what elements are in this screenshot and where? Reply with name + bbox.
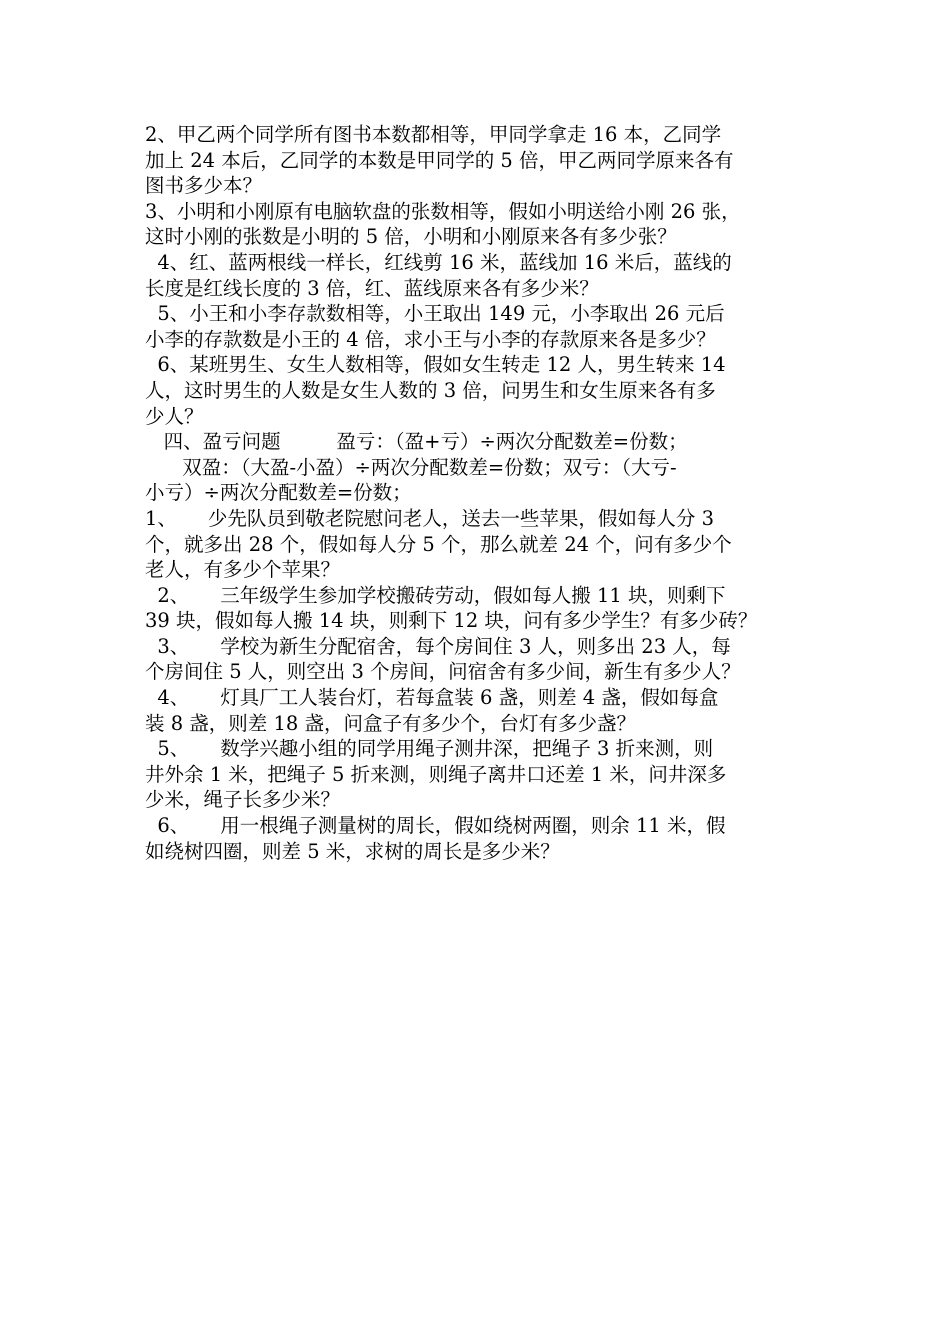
text-line: 长度是红线长度的 3 倍，红、蓝线原来各有多少米？ xyxy=(145,276,599,300)
text-line: 4、 灯具厂工人装台灯，若每盒装 6 盏，则差 4 盏，假如每盒 xyxy=(145,686,719,710)
text-line: 少人？ xyxy=(145,404,204,428)
text-line: 图书多少本？ xyxy=(145,174,263,198)
text-line: 2、 三年级学生参加学校搬砖劳动，假如每人搬 11 块，则剩下 xyxy=(145,583,726,607)
text-line: 个房间住 5 人，则空出 3 个房间，问宿舍有多少间，新生有多少人？ xyxy=(145,660,741,684)
text-line: 如绕树四圈，则差 5 米，求树的周长是多少米？ xyxy=(145,839,560,863)
text-line: 6、某班男生、女生人数相等，假如女生转走 12 人，男生转来 14 xyxy=(145,353,726,377)
text-line: 3、 学校为新生分配宿舍，每个房间住 3 人，则多出 23 人，每 xyxy=(145,634,731,658)
formula-line: 双盈：（大盈-小盈）÷两次分配数差=份数；双亏：（大亏- xyxy=(145,455,677,479)
text-line: 4、红、蓝两根线一样长，红线剪 16 米，蓝线加 16 米后，蓝线的 xyxy=(145,250,732,274)
text-line: 6、 用一根绳子测量树的周长，假如绕树两圈，则余 11 米，假 xyxy=(145,814,726,838)
text-line: 小李的存款数是小王的 4 倍，求小王与小李的存款原来各是多少？ xyxy=(145,327,716,351)
text-line: 这时小刚的张数是小明的 5 倍，小明和小刚原来各有多少张？ xyxy=(145,225,677,249)
text-line: 2、甲乙两个同学所有图书本数都相等，甲同学拿走 16 本，乙同学 xyxy=(145,123,722,146)
document-text xyxy=(145,122,813,864)
text-line: 5、小王和小李存款数相等，小王取出 149 元，小李取出 26 元后 xyxy=(145,302,725,326)
text-line: 1、 少先队员到敬老院慰问老人，送去一些苹果，假如每人分 3 xyxy=(145,506,715,530)
text-line: 老人，有多少个苹果？ xyxy=(145,558,341,582)
text-line: 少米，绳子长多少米？ xyxy=(145,788,341,812)
text-line: 个，就多出 28 个，假如每人分 5 个，那么就差 24 个，问有多少个 xyxy=(145,532,732,556)
text-line: 5、 数学兴趣小组的同学用绳子测井深，把绳子 3 折来测，则 xyxy=(145,737,714,761)
text-line: 39 块，假如每人搬 14 块，则剩下 12 块，问有多少学生？有多少砖？ xyxy=(145,609,758,633)
text-line: 3、小明和小刚原有电脑软盘的张数相等，假如小明送给小刚 26 张， xyxy=(145,199,741,223)
text-line: 井外余 1 米，把绳子 5 折来测，则绳子离井口还差 1 米，问井深多 xyxy=(145,762,727,786)
formula-line: 小亏）÷两次分配数差=份数； xyxy=(145,481,412,505)
text-line: 装 8 盏，则差 18 盏，问盒子有多少个，台灯有多少盏？ xyxy=(145,711,637,735)
section-heading-line: 四、盈亏问题 盈亏：（盈+亏）÷两次分配数差=份数； xyxy=(145,430,688,454)
text-line: 人，这时男生的人数是女生人数的 3 倍，问男生和女生原来各有多 xyxy=(145,378,716,402)
text-line: 加上 24 本后，乙同学的本数是甲同学的 5 倍，甲乙两同学原来各有 xyxy=(145,148,734,172)
